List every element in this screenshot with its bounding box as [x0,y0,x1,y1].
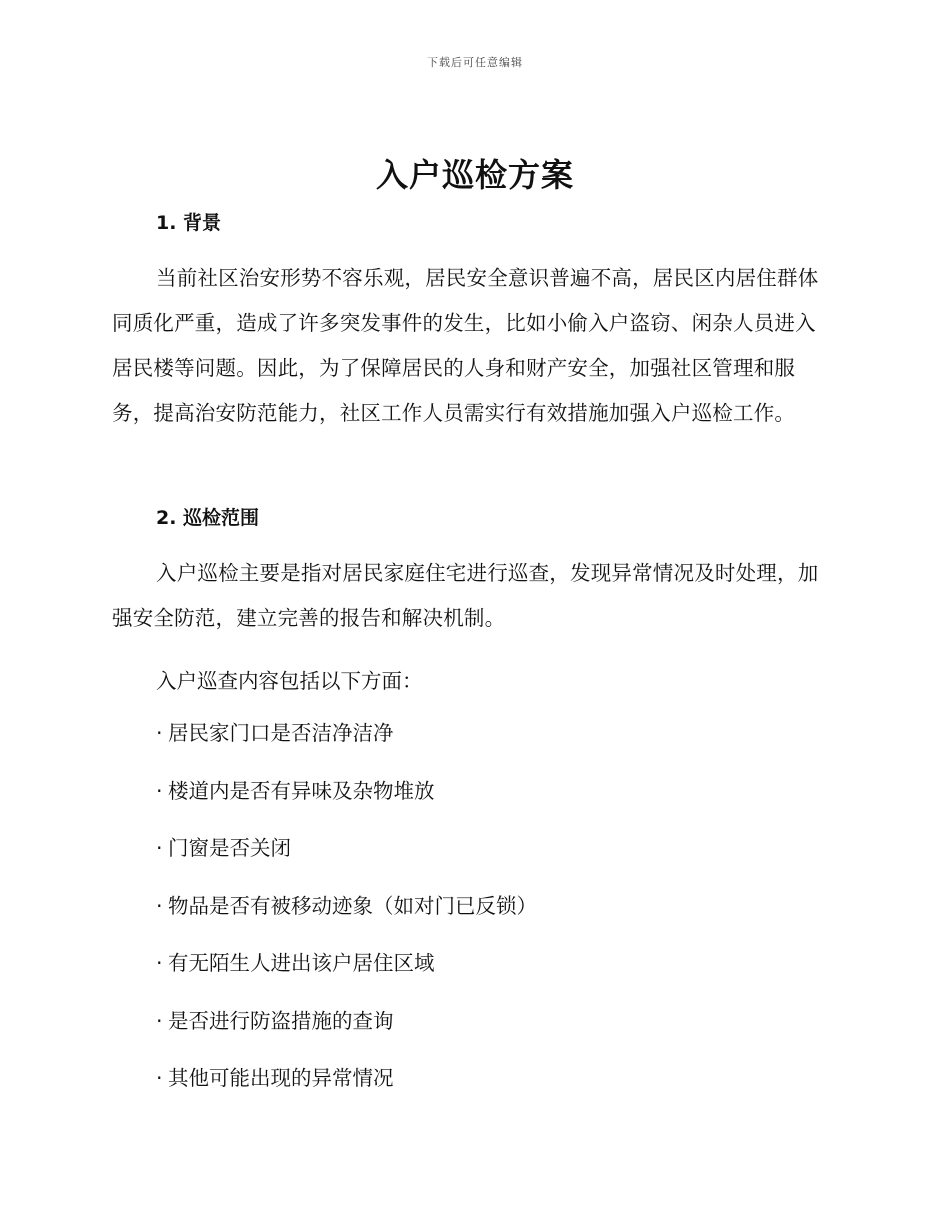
list-item-text: 物品是否有被移动迹象（如对门已反锁） [168,893,537,918]
bullet-icon: · [156,951,163,975]
background-paragraph: 当前社区治安形势不容乐观，居民安全意识普遍不高，居民区内居住群体同质化严重，造成了许多突发事件的发生，比如小偷入户盗窃、闲杂人员进入居民楼等问题。因此，为了保障居民的人身和财产安全，加强社区管理和服务，提高治安防范能力，社区工作人员需实行有效措施加强入户巡检工作。 [112,266,819,425]
scope-paragraph: 入户巡检主要是指对居民家庭住宅进行巡查，发现异常情况及时处理，加强安全防范，建立完善的报告和解决机制。 [112,561,819,630]
list-item [156,771,537,829]
list-item-text: 是否进行防盗措施的查询 [168,1008,394,1033]
inspection-items-list [156,713,537,1116]
header-note: 下载后可任意编辑 [427,56,523,69]
list-item-text: 门窗是否关闭 [168,836,291,860]
list-item [156,943,537,1001]
section-heading-background: 1. 背景 [156,212,222,234]
bullet-icon: · [156,1066,163,1090]
list-item [156,886,537,944]
document-title: 入户巡检方案 [375,156,574,194]
bullet-icon: · [156,893,163,918]
scope-intro-line: 入户巡查内容包括以下方面： [156,669,423,693]
list-item [156,713,537,771]
list-item-text: 楼道内是否有异味及杂物堆放 [168,778,435,803]
list-item-text: 居民家门口是否洁净洁净 [168,721,394,745]
bullet-icon: · [156,836,163,860]
bullet-icon: · [156,721,163,745]
bullet-icon: · [156,1008,163,1033]
bullet-icon: · [156,778,163,803]
list-item [156,1001,537,1059]
list-item [156,1058,537,1116]
section-heading-scope: 2. 巡检范围 [156,507,260,529]
list-item-text: 其他可能出现的异常情况 [168,1066,394,1090]
list-item-text: 有无陌生人进出该户居住区域 [168,951,435,975]
list-item [156,828,537,886]
